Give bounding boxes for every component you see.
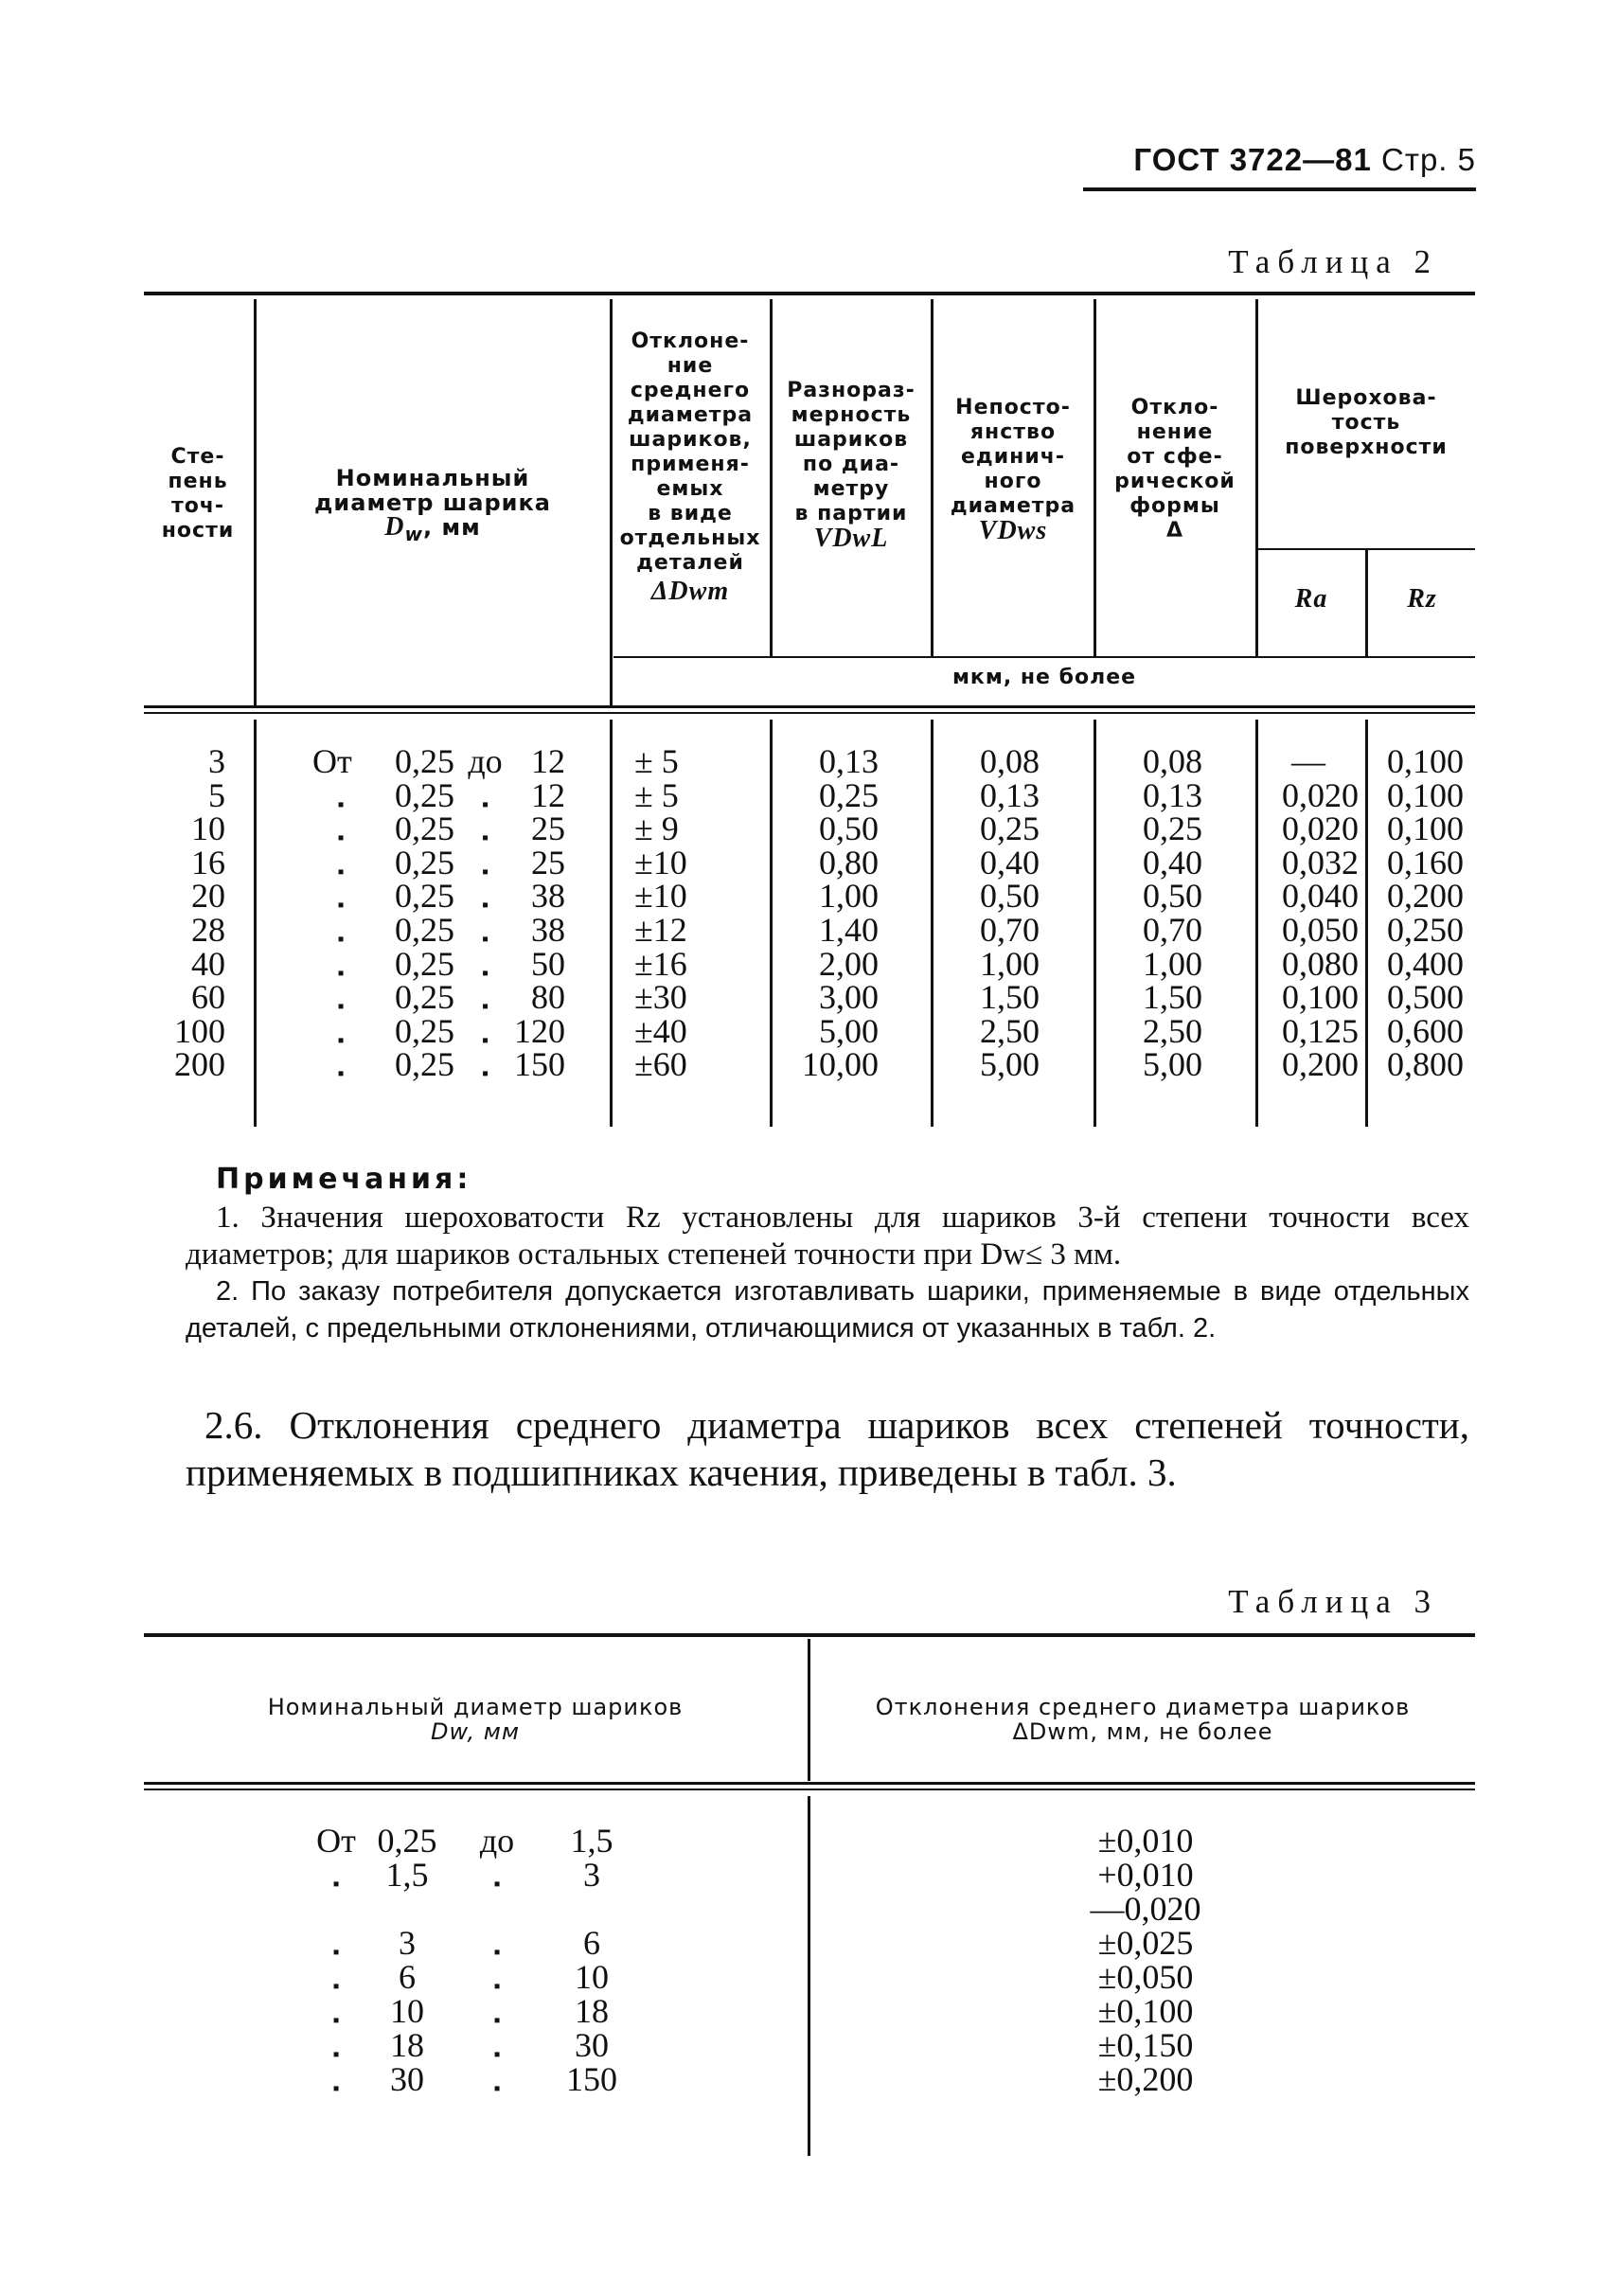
cell-to: 38 bbox=[531, 911, 565, 949]
cell-mid: ▪ bbox=[493, 2010, 501, 2031]
cell-grade: 100 bbox=[174, 1011, 225, 1050]
cell-mean-deviation: ±40 bbox=[634, 1011, 687, 1050]
header-units: мкм, не более bbox=[951, 666, 1137, 689]
table2-header-rule bbox=[144, 705, 1475, 708]
cell-prefix: ▪ bbox=[332, 2078, 340, 2099]
cell-grade: 16 bbox=[191, 843, 225, 881]
header-line: рической bbox=[1114, 470, 1236, 493]
cell-mid: ▪ bbox=[481, 996, 489, 1018]
cell-to: 120 bbox=[514, 1011, 565, 1050]
table2-header-rule2 bbox=[144, 712, 1475, 714]
header-line: в виде bbox=[648, 502, 733, 525]
table2-vline bbox=[254, 299, 257, 706]
cell-prefix: ▪ bbox=[332, 1976, 340, 1997]
cell-grade: 40 bbox=[191, 944, 225, 983]
header-line: диаметра bbox=[950, 494, 1076, 518]
ra-label: Ra bbox=[1294, 584, 1328, 614]
nonconstancy-symbol bbox=[933, 516, 1093, 545]
cell-nonconstancy: 1,00 bbox=[980, 944, 1040, 983]
header-line: шариков, bbox=[629, 428, 752, 452]
cell-dev: ±0,200 bbox=[1097, 2060, 1194, 2098]
cell-from: 6 bbox=[399, 1958, 416, 1996]
header-line: шариков bbox=[793, 428, 909, 452]
cell-mid: до bbox=[468, 742, 503, 780]
cell-sphericity: 2,50 bbox=[1143, 1011, 1202, 1050]
table3-caption: Таблица 3 bbox=[1228, 1583, 1438, 1620]
paragraph-2-6: 2.6. Отклонения среднего диаметра шариков всех степеней точности, применяемых в подшипниках качения, приведены в табл. 3. bbox=[186, 1403, 1469, 1494]
cell-from: 0,25 bbox=[395, 877, 454, 916]
header-line: мерность bbox=[791, 403, 912, 427]
cell-nonconstancy: 0,25 bbox=[980, 810, 1040, 848]
cell-to: 18 bbox=[575, 1992, 609, 2030]
cell-nonconstancy: 1,50 bbox=[980, 978, 1040, 1017]
cell-mean-deviation: ± 5 bbox=[634, 742, 679, 780]
cell-dev: ±0,100 bbox=[1097, 1992, 1194, 2030]
cell-to: 38 bbox=[531, 877, 565, 916]
cell-from: 10 bbox=[390, 1992, 424, 2030]
cell-rz: 0,800 bbox=[1387, 1045, 1464, 1084]
header-grade-line: точ- bbox=[170, 494, 225, 518]
cell-ra: 0,020 bbox=[1282, 810, 1359, 848]
cell-mean-deviation: ±60 bbox=[634, 1045, 687, 1084]
cell-to: 150 bbox=[566, 2060, 617, 2098]
header-line: янство bbox=[969, 420, 1057, 444]
mean-deviation-symbol bbox=[612, 579, 769, 606]
cell-mid: ▪ bbox=[493, 1874, 501, 1895]
cell-prefix: ▪ bbox=[332, 2044, 340, 2065]
header-line: ного bbox=[984, 470, 1042, 493]
cell-mid: ▪ bbox=[481, 1063, 489, 1085]
cell-size-variation: 1,00 bbox=[819, 877, 879, 916]
cell-nonconstancy: 0,40 bbox=[980, 843, 1040, 881]
header-line: применя- bbox=[631, 453, 750, 476]
cell-mid: ▪ bbox=[493, 2044, 501, 2065]
table2-vline bbox=[254, 720, 257, 1127]
cell-ra: 0,100 bbox=[1282, 978, 1359, 1017]
cell-sphericity: 1,50 bbox=[1143, 978, 1202, 1017]
cell-size-variation: 0,13 bbox=[819, 742, 879, 780]
cell-from: 1,5 bbox=[385, 1856, 429, 1894]
cell-dev: ±0,025 bbox=[1097, 1924, 1194, 1962]
header-line: Непосто- bbox=[955, 396, 1071, 419]
header-line: среднего bbox=[630, 379, 751, 402]
page-number: Стр. 5 bbox=[1381, 142, 1476, 177]
cell-mid: ▪ bbox=[481, 929, 489, 950]
cell-rz: 0,200 bbox=[1387, 877, 1464, 916]
cell-nonconstancy: 5,00 bbox=[980, 1045, 1040, 1084]
cell-dev-lower: —0,020 bbox=[1090, 1890, 1201, 1928]
cell-mean-deviation: ± 9 bbox=[634, 810, 679, 848]
cell-to: 25 bbox=[531, 810, 565, 848]
cell-ra: 0,032 bbox=[1282, 843, 1359, 881]
cell-from: 0,25 bbox=[395, 911, 454, 949]
cell-dev: ±0,050 bbox=[1097, 1958, 1194, 1996]
table2-vline bbox=[1365, 549, 1368, 657]
table3-header-diameter bbox=[144, 1695, 807, 1744]
cell-grade: 5 bbox=[208, 775, 225, 814]
header-sphericity bbox=[1096, 396, 1254, 543]
header-size-variation bbox=[773, 379, 930, 553]
header-line: формы bbox=[1129, 494, 1220, 518]
cell-prefix: ▪ bbox=[337, 996, 345, 1018]
cell-mid: ▪ bbox=[493, 1942, 501, 1963]
table3-vline bbox=[808, 1639, 810, 1781]
header-line: по диа- bbox=[802, 453, 900, 476]
symbol: VDwL bbox=[813, 524, 889, 553]
header-line: Отклонения среднего диаметра шариков bbox=[875, 1694, 1411, 1720]
notes-title: Примечания: bbox=[216, 1163, 472, 1196]
cell-to: 12 bbox=[531, 742, 565, 780]
cell-from: 0,25 bbox=[395, 1045, 454, 1084]
note-2: 2. По заказу потребителя допускается изготавливать шарики, применяемые в виде отдельных деталей, с предельными отклонениями, отличающимися от указанных в табл. 2. bbox=[186, 1276, 1469, 1344]
cell-prefix: ▪ bbox=[337, 861, 345, 882]
cell-from: 0,25 bbox=[395, 1011, 454, 1050]
cell-nonconstancy: 0,08 bbox=[980, 742, 1040, 780]
header-line: в партии bbox=[794, 502, 908, 525]
header-diameter-line: диаметр шарика bbox=[314, 489, 551, 516]
cell-prefix: ▪ bbox=[332, 1942, 340, 1963]
cell-mean-deviation: ±12 bbox=[634, 911, 687, 949]
header-grade-line: ности bbox=[161, 519, 235, 543]
cell-nonconstancy: 0,13 bbox=[980, 775, 1040, 814]
cell-sphericity: 0,40 bbox=[1143, 843, 1202, 881]
header-grade-line: пень bbox=[168, 470, 228, 493]
table3-header-rule2 bbox=[144, 1789, 1475, 1790]
diameter-unit: , мм bbox=[423, 514, 481, 541]
cell-rz: 0,160 bbox=[1387, 843, 1464, 881]
diameter-symbol: D bbox=[384, 512, 405, 542]
header-mean-deviation bbox=[612, 329, 769, 606]
cell-prefix: ▪ bbox=[332, 1874, 340, 1895]
cell-dev: ±0,150 bbox=[1097, 2026, 1194, 2064]
cell-from: 0,25 bbox=[395, 944, 454, 983]
header-line: Разнораз- bbox=[787, 379, 916, 402]
cell-from: 0,25 bbox=[395, 810, 454, 848]
header-line: отдельных bbox=[619, 526, 761, 550]
cell-to: 150 bbox=[514, 1045, 565, 1084]
table2-vline bbox=[610, 720, 613, 1127]
cell-size-variation: 0,25 bbox=[819, 775, 879, 814]
cell-mid: до bbox=[479, 1822, 515, 1860]
cell-to: 25 bbox=[531, 843, 565, 881]
cell-from: 0,25 bbox=[377, 1822, 437, 1860]
cell-rz: 0,100 bbox=[1387, 742, 1464, 780]
header-line: Откло- bbox=[1130, 396, 1219, 419]
cell-prefix: ▪ bbox=[337, 962, 345, 984]
cell-prefix: От bbox=[312, 742, 352, 780]
cell-to: 80 bbox=[531, 978, 565, 1017]
cell-prefix: ▪ bbox=[337, 828, 345, 849]
cell-size-variation: 10,00 bbox=[802, 1045, 879, 1084]
cell-size-variation: 0,80 bbox=[819, 843, 879, 881]
cell-grade: 28 bbox=[191, 911, 225, 949]
cell-sphericity: 0,50 bbox=[1143, 877, 1202, 916]
table3-top-rule bbox=[144, 1633, 1475, 1637]
cell-ra: 0,020 bbox=[1282, 775, 1359, 814]
header-line: от сфе- bbox=[1127, 445, 1223, 469]
cell-mean-deviation: ±10 bbox=[634, 877, 687, 916]
cell-mean-deviation: ±10 bbox=[634, 843, 687, 881]
cell-from: 0,25 bbox=[395, 843, 454, 881]
header-roughness bbox=[1258, 386, 1474, 460]
header-line: диаметра bbox=[627, 403, 754, 427]
table3-header-deviation bbox=[811, 1695, 1474, 1744]
header-line: Номинальный диаметр шариков bbox=[267, 1694, 684, 1720]
cell-sphericity: 5,00 bbox=[1143, 1045, 1202, 1084]
header-line: Шерохова- bbox=[1295, 386, 1437, 410]
header-line: ние bbox=[667, 354, 714, 378]
cell-rz: 0,600 bbox=[1387, 1011, 1464, 1050]
cell-sphericity: 1,00 bbox=[1143, 944, 1202, 983]
cell-rz: 0,500 bbox=[1387, 978, 1464, 1017]
cell-sphericity: 0,08 bbox=[1143, 742, 1202, 780]
cell-ra: 0,080 bbox=[1282, 944, 1359, 983]
header-line: Отклоне- bbox=[631, 329, 750, 353]
cell-prefix: ▪ bbox=[337, 929, 345, 950]
cell-from: 0,25 bbox=[395, 742, 454, 780]
header-rz bbox=[1369, 584, 1475, 614]
cell-mid: ▪ bbox=[481, 895, 489, 917]
cell-rz: 0,250 bbox=[1387, 911, 1464, 949]
cell-size-variation: 2,00 bbox=[819, 944, 879, 983]
size-variation-symbol bbox=[773, 526, 930, 553]
cell-grade: 60 bbox=[191, 978, 225, 1017]
cell-prefix: ▪ bbox=[337, 895, 345, 917]
cell-mid: ▪ bbox=[493, 1976, 501, 1997]
table3-vline bbox=[808, 1796, 810, 2156]
cell-dev: ±0,010 bbox=[1097, 1822, 1194, 1860]
cell-ra: 0,040 bbox=[1282, 877, 1359, 916]
cell-to: 6 bbox=[583, 1924, 600, 1962]
cell-sphericity: 0,13 bbox=[1143, 775, 1202, 814]
header-line: тость bbox=[1331, 411, 1401, 435]
header-line: емых bbox=[656, 477, 724, 501]
header-line: нение bbox=[1136, 420, 1214, 444]
cell-to: 12 bbox=[531, 775, 565, 814]
page-header bbox=[1133, 142, 1476, 178]
cell-mean-deviation: ±30 bbox=[634, 978, 687, 1017]
cell-nonconstancy: 0,70 bbox=[980, 911, 1040, 949]
table3-header-rule bbox=[144, 1782, 1475, 1785]
cell-mid: ▪ bbox=[493, 2078, 501, 2099]
header-line: деталей bbox=[636, 551, 744, 575]
sphericity-symbol: Δ bbox=[1165, 519, 1184, 543]
cell-to: 50 bbox=[531, 944, 565, 983]
cell-size-variation: 3,00 bbox=[819, 978, 879, 1017]
cell-rz: 0,400 bbox=[1387, 944, 1464, 983]
header-rule bbox=[1083, 187, 1476, 191]
cell-from: 3 bbox=[399, 1924, 416, 1962]
table2-units-rule bbox=[613, 656, 1475, 658]
cell-from: 0,25 bbox=[395, 978, 454, 1017]
cell-sphericity: 0,25 bbox=[1143, 810, 1202, 848]
header-diameter-symbol bbox=[258, 512, 608, 546]
cell-mid: ▪ bbox=[481, 1029, 489, 1051]
cell-size-variation: 5,00 bbox=[819, 1011, 879, 1050]
cell-grade: 200 bbox=[174, 1045, 225, 1084]
cell-prefix: ▪ bbox=[337, 1063, 345, 1085]
cell-sphericity: 0,70 bbox=[1143, 911, 1202, 949]
cell-rz: 0,100 bbox=[1387, 810, 1464, 848]
cell-size-variation: 1,40 bbox=[819, 911, 879, 949]
cell-ra: — bbox=[1291, 742, 1325, 780]
cell-prefix: ▪ bbox=[337, 793, 345, 815]
header-line: поверхности bbox=[1285, 436, 1448, 459]
header-diameter-line: Номинальный bbox=[335, 465, 530, 491]
cell-from: 30 bbox=[390, 2060, 424, 2098]
symbol: VDws bbox=[978, 516, 1048, 545]
cell-to: 1,5 bbox=[570, 1822, 613, 1860]
cell-prefix: От bbox=[316, 1822, 356, 1860]
header-grade-line: Сте- bbox=[170, 445, 225, 469]
cell-mean-deviation: ± 5 bbox=[634, 775, 679, 814]
cell-mid: ▪ bbox=[481, 962, 489, 984]
cell-nonconstancy: 0,50 bbox=[980, 877, 1040, 916]
header-ra bbox=[1258, 584, 1364, 614]
cell-to: 10 bbox=[575, 1958, 609, 1996]
document-number: ГОСТ 3722—81 bbox=[1133, 142, 1372, 177]
header-line: единич- bbox=[961, 445, 1065, 469]
cell-from: 18 bbox=[390, 2026, 424, 2064]
cell-mid: ▪ bbox=[481, 793, 489, 815]
cell-to: 3 bbox=[583, 1856, 600, 1894]
cell-prefix: ▪ bbox=[337, 1029, 345, 1051]
cell-ra: 0,050 bbox=[1282, 911, 1359, 949]
cell-mean-deviation: ±16 bbox=[634, 944, 687, 983]
cell-prefix: ▪ bbox=[332, 2010, 340, 2031]
header-diameter-nonconstancy bbox=[933, 396, 1093, 545]
header-line: метру bbox=[812, 477, 890, 501]
cell-grade: 20 bbox=[191, 877, 225, 916]
cell-from: 0,25 bbox=[395, 775, 454, 814]
cell-rz: 0,100 bbox=[1387, 775, 1464, 814]
cell-grade: 10 bbox=[191, 810, 225, 848]
header-diameter bbox=[258, 466, 608, 546]
cell-mid: ▪ bbox=[481, 861, 489, 882]
cell-ra: 0,125 bbox=[1282, 1011, 1359, 1050]
cell-size-variation: 0,50 bbox=[819, 810, 879, 848]
cell-ra: 0,200 bbox=[1282, 1045, 1359, 1084]
table2-vline bbox=[1365, 720, 1368, 1127]
cell-to: 30 bbox=[575, 2026, 609, 2064]
cell-mid: ▪ bbox=[481, 828, 489, 849]
cell-dev: +0,010 bbox=[1097, 1856, 1194, 1894]
rz-label: Rz bbox=[1407, 584, 1437, 614]
header-grade bbox=[144, 445, 252, 543]
symbol: ΔDwm bbox=[650, 577, 730, 606]
header-line: ΔDwm, мм, не более bbox=[1012, 1718, 1273, 1745]
note-1: 1. Значения шероховатости Rz установлены для шариков 3-й степени точности всех диаметров; для шариков остальных степеней точности при Dw≤ 3 мм. bbox=[186, 1201, 1469, 1272]
table2-caption: Таблица 2 bbox=[1228, 243, 1438, 280]
diameter-subscript: w bbox=[404, 522, 423, 545]
cell-nonconstancy: 2,50 bbox=[980, 1011, 1040, 1050]
cell-grade: 3 bbox=[208, 742, 225, 780]
header-line: Dw, мм bbox=[430, 1718, 521, 1745]
table2-top-rule bbox=[144, 292, 1475, 295]
